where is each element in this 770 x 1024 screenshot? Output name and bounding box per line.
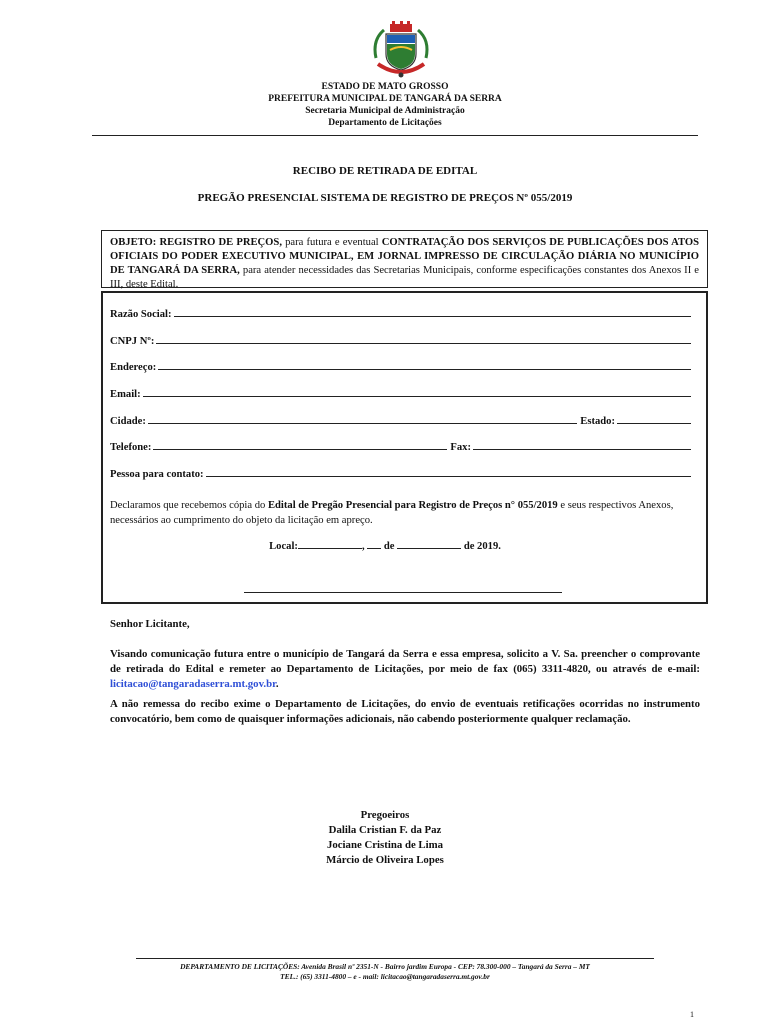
local-blank[interactable] (298, 539, 362, 549)
document-title: RECIBO DE RETIRADA DE EDITAL (292, 165, 478, 177)
contato-field[interactable] (110, 469, 691, 480)
cidade-label: Cidade: (110, 416, 146, 427)
process-title: PREGÃO PRESENCIAL SISTEMA DE REGISTRO DE PREÇOS Nº 055/2019 (197, 192, 573, 204)
razao-social-field[interactable] (110, 309, 691, 320)
cnpj-line[interactable] (156, 343, 691, 344)
signature-line[interactable] (244, 592, 562, 593)
telefone-fax-field[interactable] (110, 442, 691, 453)
estado-line[interactable] (617, 423, 691, 424)
declaration-pre: Declaramos que recebemos cópia do (110, 500, 268, 511)
contato-line[interactable] (206, 476, 691, 477)
secretariat-name: Secretaria Municipal de Administração (305, 106, 465, 116)
footer-address: DEPARTAMENTO DE LICITAÇÕES: Avenida Brasil nº 2351-N - Bairro jardim Europa - CEP: 78.300-000 – Tangará da Serra – MT (180, 962, 590, 971)
footer-divider (136, 958, 654, 959)
paragraph-1-text: Visando comunicação futura entre o município de Tangará da Serra e essa empresa, solicito a V. Sa. preencher o comprovante de retirada do Edital e remeter ao Departamento de Licitações, por meio de fax (065) 3311-4820, ou através de e-mail: (110, 648, 700, 675)
object-text-1: para futura e eventual (281, 237, 382, 248)
state-name: ESTADO DE MATO GROSSO (321, 82, 449, 92)
signatories-title: Pregoeiros (360, 809, 410, 821)
paragraph-1-end: . (275, 678, 279, 690)
contato-label: Pessoa para contato: (110, 469, 204, 480)
local-de: de (383, 541, 395, 552)
object-service: CONTRATAÇÃO DOS SERVIÇOS DE PUBLICAÇÕES DOS ATOS OFICIAIS DO PODER EXECUTIVO MUNICIPAL, EM JORNAL IMPRESSO DE CIRCULAÇÃO DIÁRIA NO MUNICÍPIO DE TANGARÁ DA SERRA, (110, 237, 699, 276)
document-footer (0, 962, 770, 982)
declaration-text (110, 498, 700, 528)
estado-label: Estado: (580, 416, 615, 427)
department-name: Departamento de Licitações (328, 118, 442, 128)
local-date-line (0, 539, 770, 552)
footer-contact: TEL.: (65) 3311-4800 – e - mail: licitacao@tangaradaserra.mt.gov.br (280, 972, 490, 981)
object-lead: OBJETO: REGISTRO DE PREÇOS, (110, 237, 282, 248)
cnpj-label: CNPJ Nº: (110, 336, 155, 347)
contact-email-link[interactable]: licitacao@tangaradaserra.mt.gov.br (110, 678, 276, 690)
municipal-coat-of-arms-icon (370, 20, 432, 82)
letter-paragraph-2: A não remessa do recibo exime o Departamento de Licitações, do envio de eventuais retificações ocorridas no instrumento convocatório, bem como de quaisquer informações adicionais, não cabendo posteriormente qualquer reclamação. (110, 698, 700, 725)
endereco-label: Endereço: (110, 362, 157, 373)
razao-social-label: Razão Social: (110, 309, 172, 320)
telefone-line[interactable] (153, 449, 447, 450)
day-blank[interactable] (367, 539, 381, 549)
page-number: 1 (690, 1010, 694, 1019)
razao-social-line[interactable] (174, 316, 692, 317)
month-blank[interactable] (397, 539, 461, 549)
document-header (0, 81, 770, 129)
local-label: Local: (269, 541, 298, 552)
email-label: Email: (110, 389, 141, 400)
declaration-post: e seus respectivos Anexos, necessários ao cumprimento do objeto da licitação em apreço. (110, 500, 674, 526)
signatories-block (0, 808, 770, 868)
local-comma: , (361, 541, 365, 552)
signatory-name: Márcio de Oliveira Lopes (326, 854, 444, 866)
declaration-edital: Edital de Pregão Presencial para Registro de Preços n° 055/2019 (267, 500, 558, 511)
prefecture-name: PREFEITURA MUNICIPAL DE TANGARÁ DA SERRA (268, 94, 502, 104)
local-year: de 2019. (463, 541, 501, 552)
email-line[interactable] (143, 396, 691, 397)
object-text-2: para atender necessidades das Secretarias Municipais, conforme especificações constantes dos Anexos II e III, deste Edital. (110, 265, 699, 290)
fax-line[interactable] (473, 449, 691, 450)
header-divider (92, 135, 698, 136)
signatory-name: Dalila Cristian F. da Paz (328, 824, 442, 836)
object-box (101, 230, 708, 288)
telefone-label: Telefone: (110, 442, 152, 453)
email-field[interactable] (110, 389, 691, 400)
cidade-line[interactable] (148, 423, 577, 424)
fax-label: Fax: (450, 442, 471, 453)
endereco-field[interactable] (110, 362, 691, 373)
signatory-name: Jociane Cristina de Lima (326, 839, 444, 851)
cnpj-field[interactable] (110, 336, 691, 347)
endereco-line[interactable] (158, 369, 691, 370)
cidade-estado-field[interactable] (110, 416, 691, 427)
letter-paragraph-1 (110, 647, 700, 692)
salutation: Senhor Licitante, (110, 618, 190, 630)
